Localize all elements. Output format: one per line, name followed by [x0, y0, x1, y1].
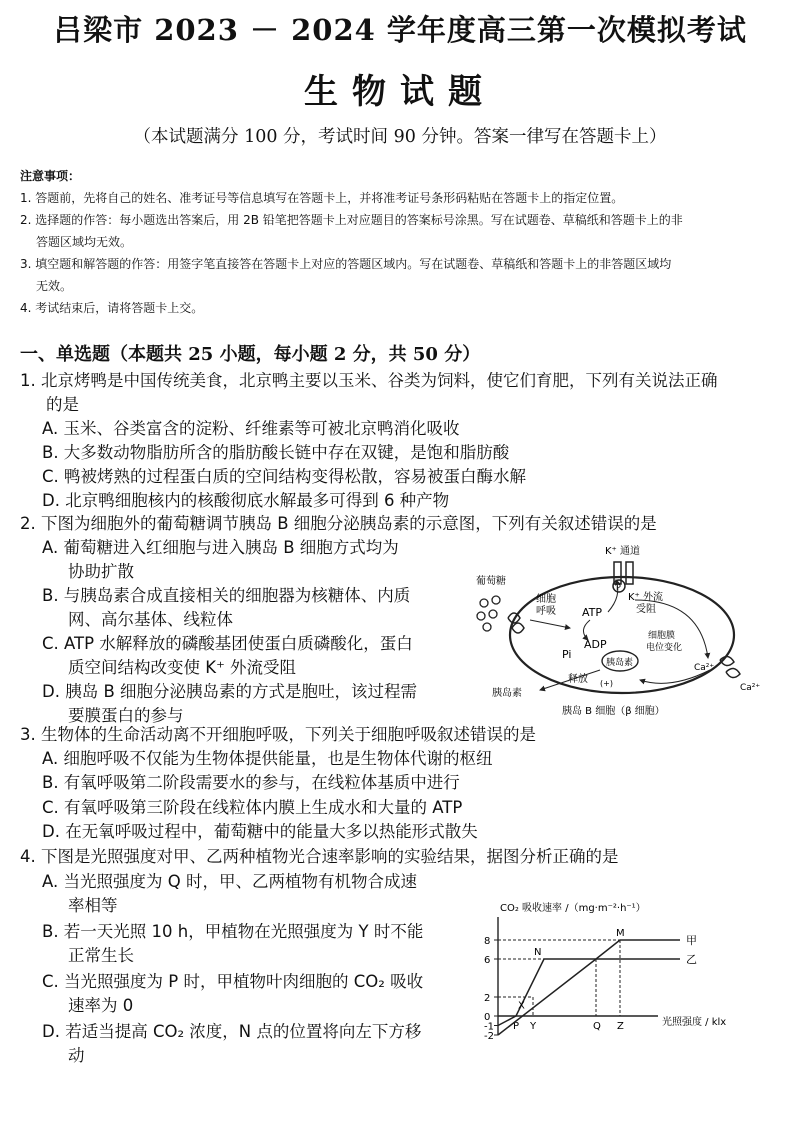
q4-option-a — [42, 870, 417, 919]
release-label: 释放 — [568, 674, 588, 685]
insulin-label: 胰岛素 — [492, 688, 522, 699]
x-tick-label: Z — [617, 1021, 624, 1032]
q2-option-d — [42, 680, 417, 729]
option-line: D. 胰岛 B 细胞分泌胰岛素的方式是胞吐，该过程需 — [42, 682, 418, 701]
pi-label: Pi — [562, 648, 572, 661]
option-line: 速率为 0 — [68, 996, 134, 1016]
q1-option-b: B. 大多数动物脂肪所含的脂肪酸长链中存在双键，是饱和脂肪酸 — [42, 443, 510, 462]
q4-option-c — [42, 970, 423, 1019]
x-tick-label: Y — [530, 1021, 537, 1032]
y-tick-label: 6 — [484, 955, 491, 966]
atp-label: ATP — [582, 606, 603, 619]
option-line: B. 与胰岛素合成直接相关的细胞器为核糖体、内质 — [42, 586, 411, 605]
q2-option-b — [42, 584, 410, 633]
note-item: 3. 填空题和解答题的作答：用签字笔直接答在答题卡上对应的答题区域内。写在试题卷、草稿纸和答题卡上的非答题区域均 — [20, 257, 672, 271]
question-4-stem: 4. 下图是光照强度对甲、乙两种植物光合速率影响的实验结果，据图分析正确的是 — [20, 847, 619, 866]
option-line: A. 葡萄糖进入红细胞与进入胰岛 B 细胞方式均为 — [42, 538, 399, 557]
guide-lines — [498, 940, 680, 1016]
point-label: X — [518, 1000, 525, 1012]
membrane-potential-label — [646, 629, 682, 653]
beta-cell-diagram — [470, 540, 770, 720]
exam-title: 吕梁市 2023 － 2024 学年度高三第一次模拟考试 — [53, 13, 747, 47]
note-item: 答题区域均无效。 — [36, 235, 133, 249]
point-label: M — [616, 928, 625, 939]
option-line: 网、高尔基体、线粒体 — [68, 610, 233, 630]
y-tick-label: -1 — [484, 1021, 494, 1033]
section-heading: 一、单选题（本题共 25 小题，每小题 2 分，共 50 分） — [20, 344, 481, 365]
ca-inside-label: Ca²⁺ — [694, 663, 715, 673]
option-line: 协助扩散 — [68, 562, 134, 582]
exam-subtitle: （本试题满分 100 分，考试时间 90 分钟。答案一律写在答题卡上） — [133, 127, 667, 147]
q3-option-a: A. 细胞呼吸不仅能为生物体提供能量，也是生物体代谢的枢纽 — [42, 749, 493, 768]
option-line: C. 当光照强度为 P 时，甲植物叶肉细胞的 CO₂ 吸收 — [42, 972, 424, 991]
note-item: 4. 考试结束后，请将答题卡上交。 — [20, 301, 204, 315]
q3-option-d: D. 在无氧呼吸过程中，葡萄糖中的能量大多以热能形式散失 — [42, 822, 478, 841]
k-blocked-line-2: 受阻 — [636, 604, 656, 615]
q3-option-b: B. 有氧呼吸第二阶段需要水的参与，在线粒体基质中进行 — [42, 773, 460, 792]
stem-line: 1. 北京烤鸭是中国传统美食，北京鸭主要以玉米、谷类为饲料，使它们育肥，下列有关说法正确 — [20, 371, 718, 390]
option-line: 要膜蛋白的参与 — [68, 706, 184, 726]
y-tick-label: 2 — [484, 993, 491, 1004]
p-label: P — [616, 583, 621, 592]
notes-title: 注意事项： — [20, 169, 81, 183]
series-name: 甲 — [686, 934, 697, 947]
membrane-line-2: 电位变化 — [646, 643, 683, 653]
option-line: 动 — [68, 1046, 85, 1066]
question-3-stem: 3. 生物体的生命活动离不开细胞呼吸，下列关于细胞呼吸叙述错误的是 — [20, 725, 536, 744]
y-axis-title: CO₂ 吸收速率 /（mg·m⁻²·h⁻¹） — [500, 903, 646, 914]
q2-option-a — [42, 536, 399, 585]
glucose-label: 葡萄糖 — [476, 576, 506, 587]
y-tick-label: -2 — [484, 1031, 494, 1042]
option-line: 质空间结构改变使 K⁺ 外流受阻 — [68, 658, 297, 678]
adp-label: ADP — [584, 638, 607, 651]
k-channel-label: K⁺ 通道 — [605, 546, 641, 557]
q1-option-a: A. 玉米、谷类富含的淀粉、纤维素等可被北京鸭消化吸收 — [42, 419, 460, 438]
stem-line: 的是 — [46, 395, 79, 414]
respiration-line-2: 呼吸 — [536, 606, 556, 617]
x-axis-title: 光照强度 / klx — [662, 1017, 727, 1028]
respiration-label — [536, 593, 559, 617]
q1-option-c: C. 鸭被烤熟的过程蛋白质的空间结构变得松散，容易被蛋白酶水解 — [42, 467, 527, 486]
figure-caption: 胰岛 B 细胞（β 细胞） — [562, 706, 665, 717]
point-labels — [518, 928, 625, 1012]
y-tick-label: 8 — [484, 936, 491, 947]
option-line: A. 当光照强度为 Q 时，甲、乙两植物有机物合成速 — [42, 872, 417, 891]
note-item: 1. 答题前，先将自己的姓名、准考证号等信息填写在答题卡上，并将准考证号条形码粘贴在答题卡上的指定位置。 — [20, 191, 624, 205]
q4-option-d — [42, 1020, 421, 1069]
photosynthesis-chart — [470, 895, 790, 1045]
question-2-stem: 2. 下图为细胞外的葡萄糖调节胰岛 B 细胞分泌胰岛素的示意图，下列有关叙述错误的是 — [20, 514, 657, 533]
q1-option-d: D. 北京鸭细胞核内的核酸彻底水解最多可得到 6 种产物 — [42, 491, 450, 510]
question-1-stem — [20, 369, 718, 417]
x-tick-label: Q — [593, 1021, 601, 1032]
respiration-line-1: 细胞 — [536, 594, 556, 605]
insulin-vesicle-label: 胰岛素 — [606, 658, 634, 668]
series-line — [498, 940, 680, 1035]
point-label: N — [534, 947, 542, 958]
x-tick-label: P — [513, 1021, 520, 1032]
plus-label: (+) — [600, 679, 613, 688]
q2-option-c — [42, 632, 413, 681]
q3-option-c: C. 有氧呼吸第三阶段在线粒体内膜上生成水和大量的 ATP — [42, 798, 463, 817]
y-tick-label: 0 — [484, 1012, 491, 1023]
option-line: 率相等 — [68, 896, 118, 916]
membrane-line-1: 细胞膜 — [648, 631, 676, 641]
respiration-arrow — [530, 620, 570, 628]
q4-option-b — [42, 920, 423, 969]
ca-outside-label: Ca²⁺ — [740, 683, 761, 693]
adp-arrow — [583, 620, 590, 640]
option-line: C. ATP 水解释放的磷酸基团使蛋白质磷酸化，蛋白 — [42, 634, 413, 653]
note-item: 2. 选择题的作答：每小题选出答案后，用 2B 铅笔把答题卡上对应题目的答案标号涂黑。写在试题卷、草稿纸和答题卡上的非 — [20, 213, 683, 227]
option-line: 正常生长 — [68, 946, 134, 966]
axis-ticks — [484, 936, 624, 1042]
series-name: 乙 — [686, 953, 697, 966]
glucose-molecules — [477, 596, 500, 631]
option-line: D. 若适当提高 CO₂ 浓度，N 点的位置将向左下方移 — [42, 1022, 422, 1041]
notes-block — [20, 165, 782, 319]
option-line: B. 若一天光照 10 h，甲植物在光照强度为 Y 时不能 — [42, 922, 424, 941]
subject-title: 生物试题 — [304, 72, 496, 112]
note-item: 无效。 — [36, 279, 73, 293]
k-blocked-line-1: K⁺ 外流 — [628, 592, 664, 603]
